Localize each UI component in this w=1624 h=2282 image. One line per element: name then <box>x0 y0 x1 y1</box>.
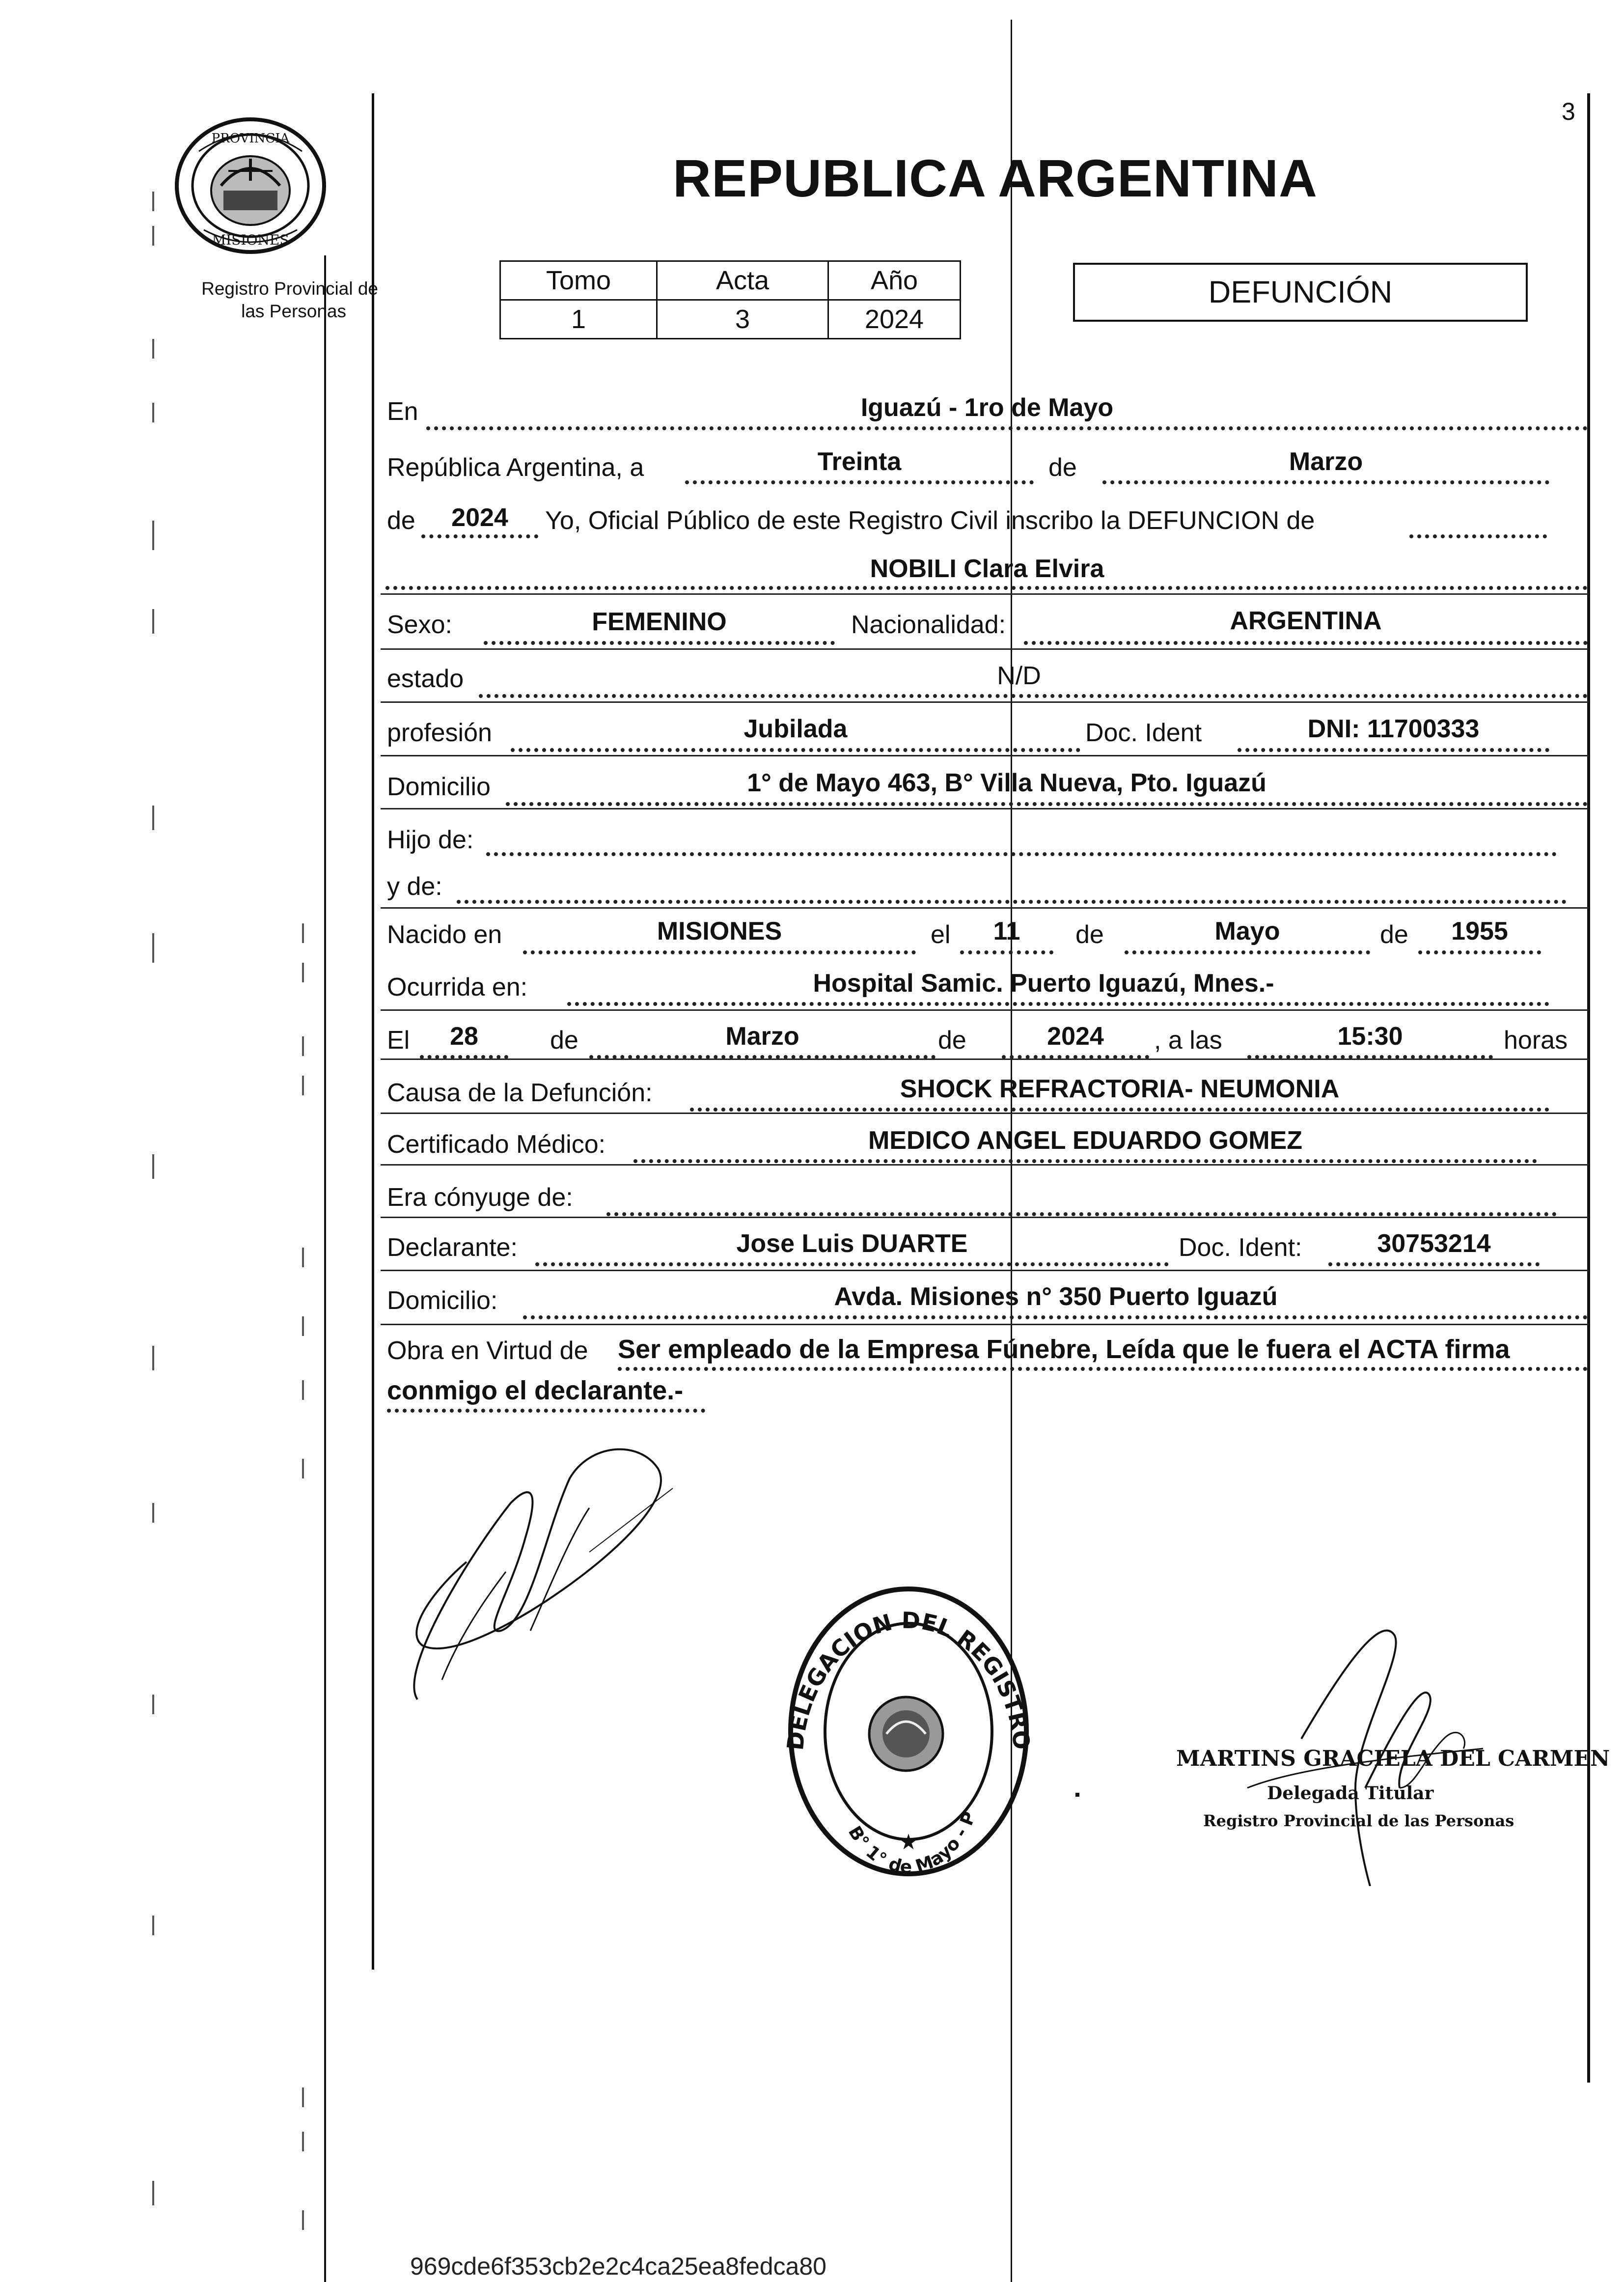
causa-label: Causa de la Defunción: <box>387 1079 653 1107</box>
margin-mark <box>302 963 304 982</box>
en-line <box>426 426 1588 430</box>
death-year-line <box>1002 1055 1149 1059</box>
obra-label: Obra en Virtud de <box>387 1336 588 1365</box>
row-separator <box>381 1217 1589 1218</box>
margin-mark <box>302 1459 304 1478</box>
svg-text:MISIONES: MISIONES <box>212 232 289 248</box>
certificado-value: MEDICO ANGEL EDUARDO GOMEZ <box>868 1126 1303 1155</box>
estado-label: estado <box>387 665 464 693</box>
form-right-rule <box>1587 93 1590 2083</box>
de4-label: de <box>1380 920 1408 949</box>
anio-value: 2024 <box>828 300 961 339</box>
estado-line <box>479 694 1588 698</box>
de-label: de <box>1048 453 1077 482</box>
obra-line1 <box>618 1367 1588 1371</box>
deceased-name: NOBILI Clara Elvira <box>870 555 1104 583</box>
declarant-signature <box>383 1424 688 1729</box>
row-separator <box>381 1009 1589 1011</box>
domicilio-value: 1° de Mayo 463, B° Villa Nueva, Pto. Iguazú <box>747 769 1266 797</box>
ocurrida-value: Hospital Samic. Puerto Iguazú, Mnes.- <box>813 969 1274 998</box>
sexo-label: Sexo: <box>387 611 452 639</box>
profesion-value: Jubilada <box>743 715 848 743</box>
domicilio-line <box>506 802 1588 806</box>
yde-label: y de: <box>387 872 442 901</box>
profesion-line <box>511 748 1080 752</box>
delegation-stamp <box>783 1582 1034 1881</box>
margin-mark <box>152 1695 154 1714</box>
row-separator <box>381 1113 1589 1114</box>
page-number: 3 <box>1562 98 1575 125</box>
declarante-line <box>535 1262 1169 1266</box>
registry-label-line1: Registro Provincial de <box>201 278 378 299</box>
acta-value: 3 <box>657 300 828 339</box>
docident2-label: Doc. Ident: <box>1179 1233 1302 1262</box>
conyuge-line <box>606 1212 1557 1216</box>
obra-value-line2: conmigo el declarante.- <box>387 1376 684 1405</box>
causa-value: SHOCK REFRACTORIA- NEUMONIA <box>900 1075 1340 1103</box>
row-separator <box>381 808 1589 809</box>
ocurrida-label: Ocurrida en: <box>387 973 528 1002</box>
svg-text:★: ★ <box>899 1830 918 1854</box>
margin-mark <box>302 1380 304 1400</box>
docident2-value: 30753214 <box>1377 1229 1491 1258</box>
certificado-line <box>633 1159 1537 1163</box>
year-line <box>421 534 538 538</box>
margin-mark <box>302 923 304 943</box>
domicilio-label: Domicilio <box>387 773 491 801</box>
birth-year-value: 1955 <box>1451 917 1508 946</box>
svg-text:B° 1° de Mayo - Pto. Iguazú: B° 1° de Mayo - P <box>844 1809 980 1878</box>
year-value: 2024 <box>451 503 508 532</box>
margin-mark <box>302 2087 304 2107</box>
yde-line <box>457 900 1567 904</box>
domicilio2-line <box>523 1315 1588 1319</box>
horas-label: horas <box>1504 1026 1568 1055</box>
sexo-value: FEMENINO <box>592 608 727 636</box>
row-separator <box>381 1164 1589 1166</box>
margin-mark <box>302 2210 304 2230</box>
margin-mark <box>152 609 154 634</box>
birth-year-line <box>1418 950 1541 954</box>
month-value: Marzo <box>1289 447 1363 476</box>
hijo-label: Hijo de: <box>387 826 474 854</box>
death-month-line <box>589 1055 936 1059</box>
margin-mark <box>152 1916 154 1935</box>
margin-mark <box>152 933 154 963</box>
official-name: MARTINS GRACIELA DEL CARMEN <box>1176 1746 1610 1771</box>
margin-mark <box>152 403 154 422</box>
record-header-table <box>499 260 961 339</box>
tomo-value: 1 <box>500 300 657 339</box>
left-margin-rule <box>324 255 326 2282</box>
inscribo-text: Yo, Oficial Público de este Registro Civil inscribo la DEFUNCION de <box>545 506 1315 535</box>
margin-mark <box>152 1154 154 1179</box>
margin-mark <box>152 192 154 211</box>
svg-text:DELEGACION DEL REGISTRO PROVIN: DELEGACION DEL REGISTRO <box>783 1607 1034 1752</box>
birth-month-value: Mayo <box>1214 917 1280 946</box>
declarante-value: Jose Luis DUARTE <box>736 1229 968 1258</box>
document-hash: 969cde6f353cb2e2c4ca25ea8fedca80 <box>410 2253 826 2280</box>
col-header-tomo: Tomo <box>500 261 657 300</box>
official-signature <box>1238 1582 1493 1886</box>
nacido-value: MISIONES <box>657 917 782 946</box>
death-month-value: Marzo <box>725 1022 799 1051</box>
provincial-seal-emblem <box>169 112 331 259</box>
nacido-label: Nacido en <box>387 920 502 949</box>
margin-mark <box>152 1346 154 1370</box>
birth-day-line <box>960 950 1053 954</box>
margin-mark <box>302 1248 304 1267</box>
margin-mark <box>302 2132 304 2151</box>
death-time-value: 15:30 <box>1337 1022 1403 1051</box>
margin-mark <box>302 1036 304 1056</box>
de5-label: de <box>550 1026 578 1055</box>
margin-mark <box>302 1076 304 1095</box>
docident-label: Doc. Ident <box>1085 719 1202 747</box>
birth-day-value: 11 <box>993 917 1020 946</box>
row-separator <box>381 1324 1589 1325</box>
row-separator <box>381 907 1589 909</box>
registry-label-line2: las Personas <box>241 301 346 321</box>
margin-mark <box>152 226 154 246</box>
form-left-rule <box>372 93 374 1970</box>
official-role: Delegada Titular <box>1267 1783 1434 1804</box>
republica-label: República Argentina, a <box>387 453 644 482</box>
domicilio2-label: Domicilio: <box>387 1286 498 1315</box>
row-separator <box>381 701 1589 703</box>
domicilio2-value: Avda. Misiones n° 350 Puerto Iguazú <box>834 1282 1278 1311</box>
death-time-line <box>1247 1055 1493 1059</box>
estado-value: N/D <box>997 662 1041 690</box>
inscribo-line <box>1409 534 1547 538</box>
margin-mark <box>152 2181 154 2205</box>
profesion-label: profesión <box>387 719 492 747</box>
record-type-box: DEFUNCIÓN <box>1073 263 1528 322</box>
docident-line <box>1238 748 1549 752</box>
col-header-anio: Año <box>828 261 961 300</box>
death-year-value: 2024 <box>1047 1022 1104 1051</box>
margin-mark <box>152 1503 154 1523</box>
en-label: En <box>387 397 418 426</box>
certificado-label: Certificado Médico: <box>387 1130 606 1159</box>
row-separator <box>381 593 1589 595</box>
de3-label: de <box>1075 920 1104 949</box>
row-separator <box>381 1270 1589 1271</box>
margin-mark <box>302 1316 304 1336</box>
day-value: Treinta <box>817 447 902 476</box>
registry-label <box>147 278 378 323</box>
svg-text:PROVINCIA: PROVINCIA <box>211 131 290 146</box>
col-header-acta: Acta <box>657 261 828 300</box>
row-separator <box>381 648 1589 650</box>
row-separator <box>381 755 1589 756</box>
ink-dot <box>1075 1793 1079 1797</box>
nacionalidad-label: Nacionalidad: <box>851 611 1006 639</box>
death-day-value: 28 <box>450 1022 478 1051</box>
de6-label: de <box>938 1026 966 1055</box>
margin-mark <box>152 339 154 359</box>
margin-mark <box>152 806 154 830</box>
causa-line <box>690 1108 1549 1112</box>
el2-label: El <box>387 1026 410 1055</box>
hijo-line <box>486 852 1557 856</box>
de2-label: de <box>387 506 415 535</box>
docident2-line <box>1328 1262 1540 1266</box>
margin-mark <box>152 521 154 550</box>
day-line <box>685 480 1034 484</box>
death-day-line <box>420 1055 508 1059</box>
docident-value: DNI: 11700333 <box>1307 715 1480 743</box>
name-line <box>385 586 1588 590</box>
page-title: REPUBLICA ARGENTINA <box>673 148 1318 208</box>
month-line <box>1102 480 1549 484</box>
birth-month-line <box>1125 950 1370 954</box>
en-value: Iguazú - 1ro de Mayo <box>860 393 1114 422</box>
obra-line2 <box>387 1409 705 1413</box>
conyuge-label: Era cónyuge de: <box>387 1183 573 1212</box>
alas-label: , a las <box>1154 1026 1222 1055</box>
declarante-label: Declarante: <box>387 1233 518 1262</box>
sexo-line <box>484 641 835 645</box>
nacido-line <box>523 950 916 954</box>
official-office: Registro Provincial de las Personas <box>1203 1811 1514 1830</box>
nacionalidad-line <box>1024 641 1588 645</box>
ocurrida-line <box>567 1002 1549 1006</box>
obra-value-line1: Ser empleado de la Empresa Fúnebre, Leída que le fuera el ACTA firma <box>618 1335 1510 1364</box>
nacionalidad-value: ARGENTINA <box>1230 607 1382 635</box>
el-label: el <box>931 920 951 949</box>
